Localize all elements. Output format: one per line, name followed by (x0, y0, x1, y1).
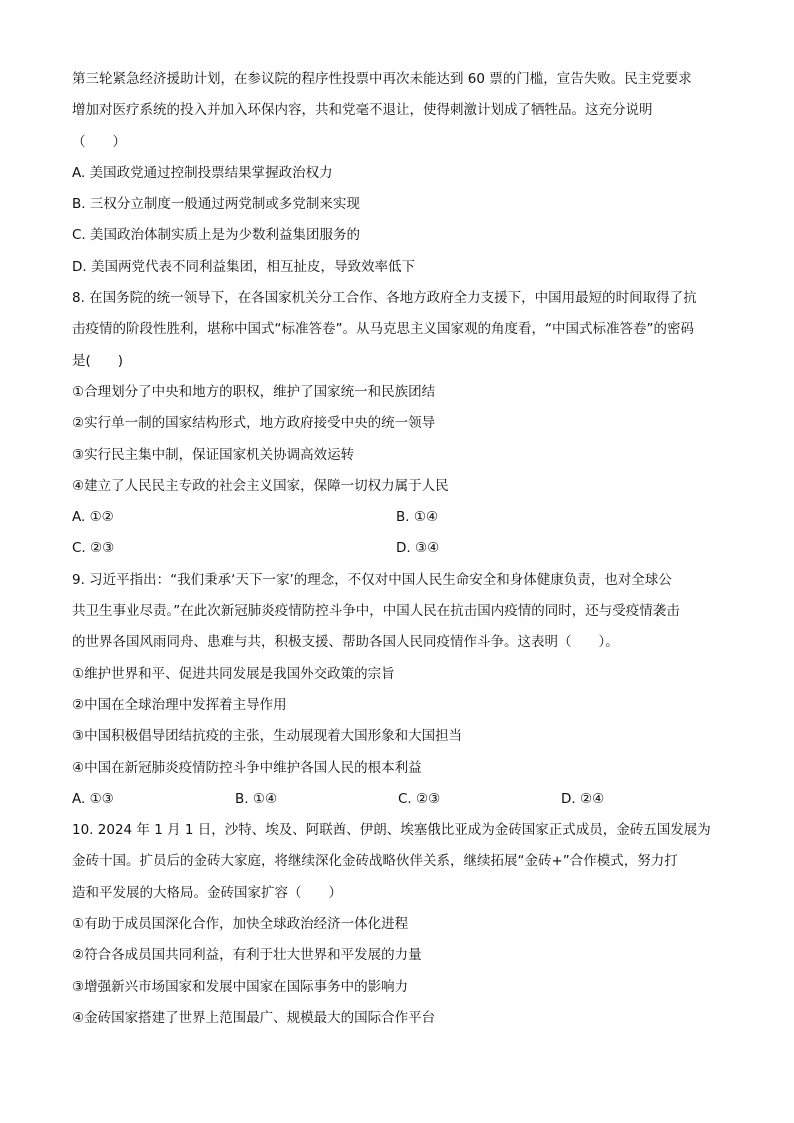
question-9-option-b: B. ①④ (235, 790, 278, 807)
question-9-option-c: C. ②③ (398, 790, 441, 807)
question-9 (72, 565, 724, 815)
question-8-stem-line-2: 击疫情的阶段性胜利，堪称中国式“标准答卷”。从马克思主义国家观的角度看，“中国式标准答卷”的密码 (72, 321, 694, 338)
question-9-statement-2: ②中国在全球治理中发挥着主导作用 (72, 696, 287, 713)
question-10-statement-2: ②符合各成员国共同利益，有利于壮大世界和平发展的力量 (72, 947, 422, 964)
question-7-option-b: B. 三权分立制度一般通过两党制或多党制来实现 (72, 196, 360, 213)
question-8-statement-3: ③实行民主集中制，保证国家机关协调高效运转 (72, 446, 355, 463)
question-9-statement-3: ③中国积极倡导团结抗疫的主张，生动展现着大国形象和大国担当 (72, 728, 463, 745)
question-8-statement-2: ②实行单一制的国家结构形式，地方政府接受中央的统一领导 (72, 415, 436, 432)
question-10-stem-line-1: 10. 2024 年 1 月 1 日，沙特、埃及、阿联酋、伊朗、埃塞俄比亚成为金砖国家正式成员，金砖五国发展为 (72, 822, 711, 839)
question-9-option-a: A. ①③ (72, 790, 114, 807)
question-8-option-a: A. ①② (72, 509, 114, 526)
question-7-stem-line-1: 第三轮紧急经济援助计划，在参议院的程序性投票中再次未能达到 60 票的门槛，宣告失败。民主党要求 (72, 71, 692, 87)
question-9-options-row (72, 784, 724, 815)
question-7-answer-blank: （ ） (72, 133, 126, 150)
question-8-options-row-2 (72, 533, 724, 564)
question-10-statement-4: ④金砖国家搭建了世界上范围最广、规模最大的国际合作平台 (72, 1009, 436, 1026)
question-10-statement-3: ③增强新兴市场国家和发展中国家在国际事务中的影响力 (72, 978, 409, 995)
question-8-statement-4: ④建立了人民民主专政的社会主义国家，保障一切权力属于人民 (72, 477, 449, 494)
question-8-option-c: C. ②③ (72, 540, 115, 557)
question-9-statement-1: ①维护世界和平、促进共同发展是我国外交政策的宗旨 (72, 665, 395, 682)
question-10-stem-line-3: 造和平发展的大格局。金砖国家扩容（ ） (72, 884, 342, 901)
question-7 (72, 64, 724, 283)
question-9-stem-line-2: 共卫生事业尽责。”在此次新冠肺炎疫情防控斗争中，中国人民在抗击国内疫情的同时，还与受疫情袭击 (72, 603, 680, 620)
question-7-option-c: C. 美国政治体制实质上是为少数利益集团服务的 (72, 227, 361, 244)
question-9-stem-line-3: 的世界各国风雨同舟、患难与共，积极支援、帮助各国人民同疫情作斗争。这表明（ ）。 (72, 634, 619, 651)
question-10-stem-line-2: 金砖十国。扩员后的金砖大家庭，将继续深化金砖战略伙伴关系，继续拓展“金砖+”合作模式，努力打 (72, 853, 678, 870)
question-8-statement-1: ①合理划分了中央和地方的职权，维护了国家统一和民族团结 (72, 383, 436, 400)
question-10-statement-1: ①有助于成员国深化合作，加快全球政治经济一体化进程 (72, 916, 409, 933)
question-9-stem-line-1: 9. 习近平指出：“我们秉承‘天下一家’的理念，不仅对中国人民生命安全和身体健康负责，也对全球公 (72, 571, 672, 588)
question-8-stem-line-3: 是( ) (72, 352, 124, 369)
question-9-option-d: D. ②④ (561, 790, 605, 807)
question-9-statement-4: ④中国在新冠肺炎疫情防控斗争中维护各国人民的根本利益 (72, 759, 422, 776)
question-8-option-d: D. ③④ (396, 540, 440, 557)
question-7-stem-line-2: 增加对医疗系统的投入并加入环保内容，共和党毫不退让，使得刺激计划成了牺牲品。这充分说明 (72, 102, 653, 119)
exam-page (72, 64, 724, 1034)
question-8-options-row-1 (72, 502, 724, 533)
question-7-option-a: A. 美国政党通过控制投票结果掌握政治权力 (72, 164, 333, 181)
question-8 (72, 283, 724, 565)
question-8-stem-line-1: 8. 在国务院的统一领导下，在各国家机关分工合作、各地方政府全力支援下，中国用最短的时间取得了抗 (72, 290, 697, 307)
question-8-option-b: B. ①④ (396, 509, 439, 526)
question-10 (72, 815, 724, 1034)
question-7-option-d: D. 美国两党代表不同利益集团，相互扯皮，导致效率低下 (72, 258, 415, 275)
